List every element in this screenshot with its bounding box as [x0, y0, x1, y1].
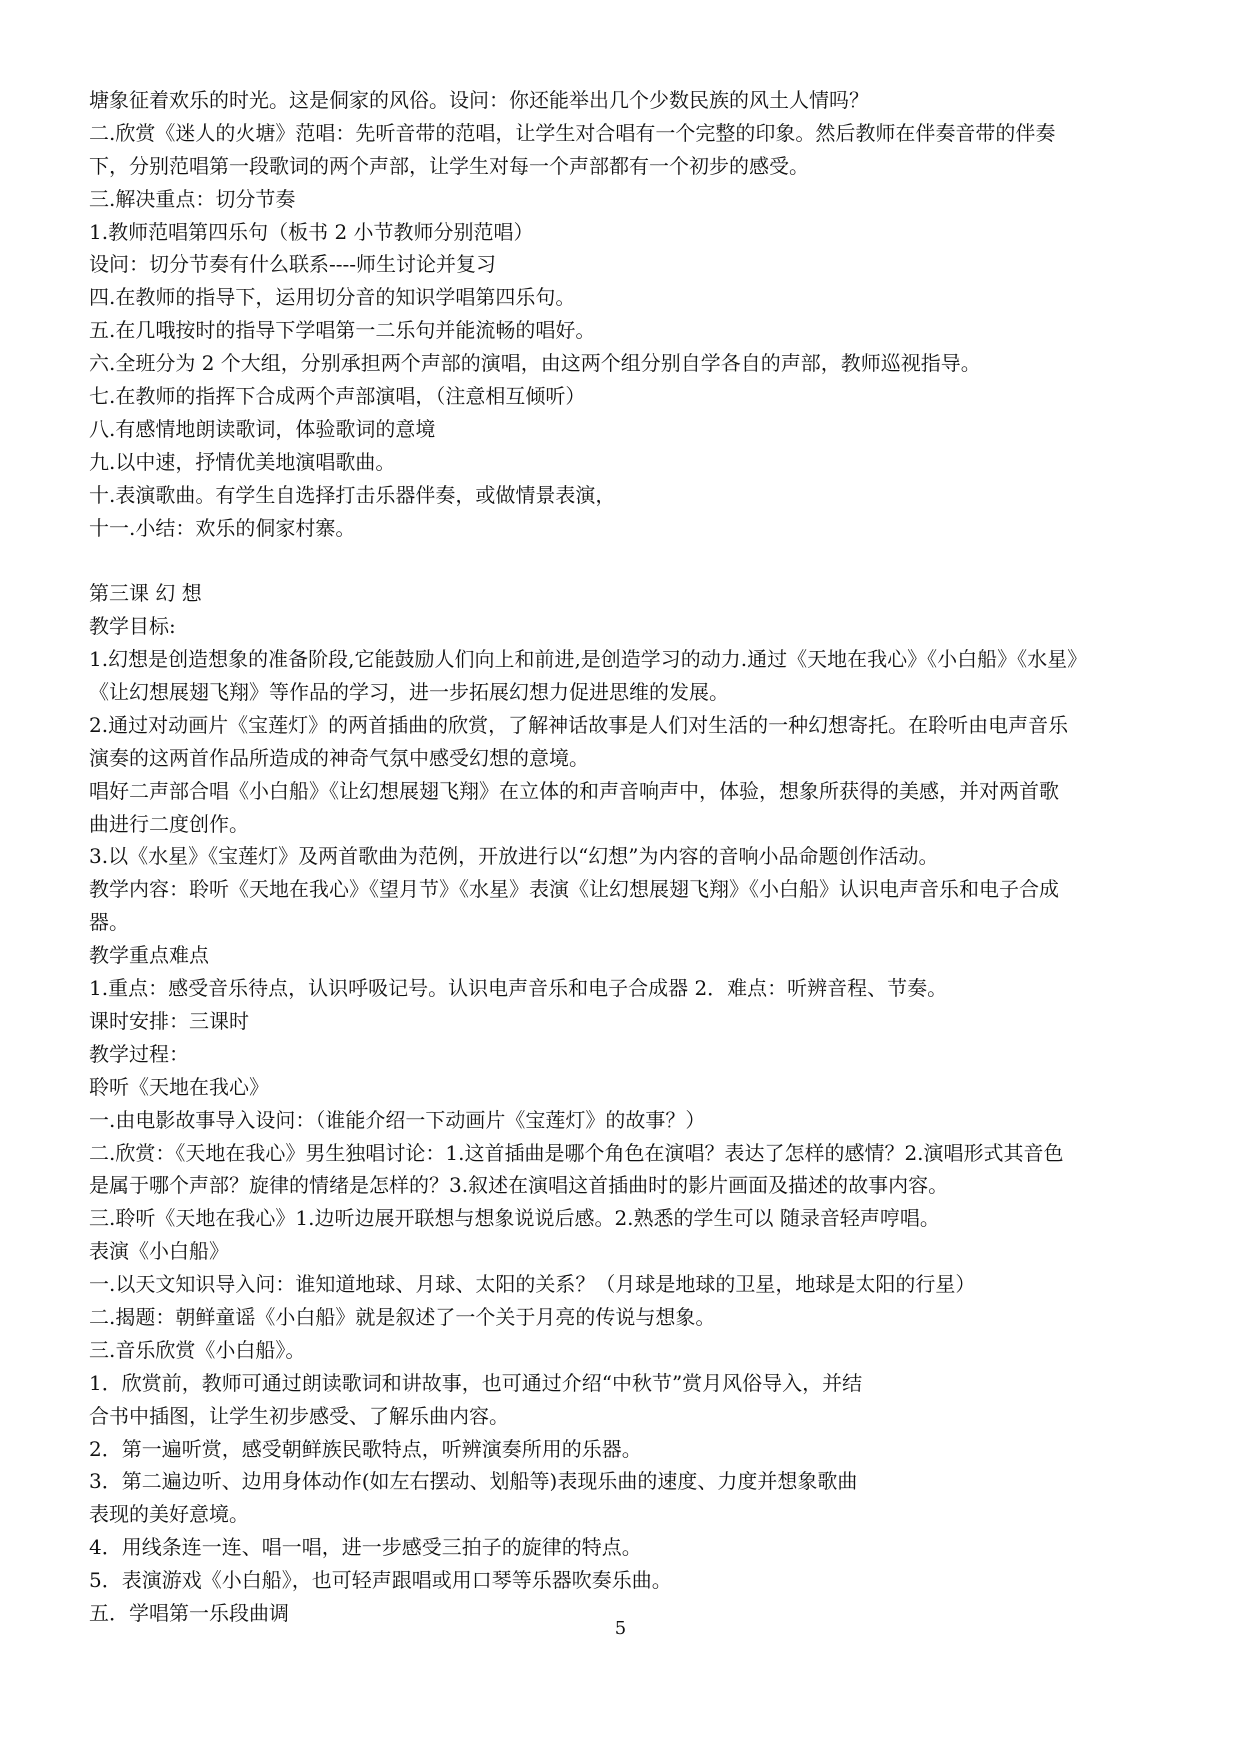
text-line: 设问：切分节奏有什么联系----师生讨论并复习 — [89, 252, 497, 277]
section-heading: 三.解决重点：切分节奏 — [89, 186, 296, 211]
text-line: 六.全班分为 2 个大组，分别承担两个声部的演唱，由这两个组分别自学各自的声部，教师巡视指导。 — [89, 351, 981, 376]
text-line: 器。 — [89, 910, 129, 935]
text-line: 《让幻想展翅飞翔》等作品的学习，进一步拓展幻想力促进思维的发展。 — [89, 680, 729, 705]
text-line: 是属于哪个声部？旋律的情绪是怎样的？3.叙述在演唱这首插曲时的影片画面及描述的故事内容。 — [89, 1173, 949, 1198]
section-heading: 教学目标: — [89, 614, 176, 639]
text-line: 合书中插图，让学生初步感受、了解乐曲内容。 — [89, 1403, 509, 1428]
text-line: 5．表演游戏《小白船》，也可轻声跟唱或用口琴等乐器吹奏乐曲。 — [89, 1568, 672, 1593]
text-line: 唱好二声部合唱《小白船》《让幻想展翅飞翔》在立体的和声音响声中，体验，想象所获得的美感，并对两首歌 — [89, 778, 1059, 803]
text-line: 八.有感情地朗读歌词，体验歌词的意境 — [89, 416, 436, 441]
text-line: 下，分别范唱第一段歌词的两个声部，让学生对每一个声部都有一个初步的感受。 — [89, 153, 809, 178]
text-line: 曲进行二度创作。 — [89, 811, 249, 836]
text-line: 教学内容：聆听《天地在我心》《望月节》《水星》表演《让幻想展翅飞翔》《小白船》认识电声音乐和电子合成 — [89, 877, 1059, 902]
blank-line — [89, 544, 1169, 577]
text-line: 2.通过对动画片《宝莲灯》的两首插曲的欣赏，了解神话故事是人们对生活的一种幻想寄托。在聆听由电声音乐 — [89, 712, 1069, 737]
text-line: 一.以天文知识导入问：谁知道地球、月球、太阳的关系？（月球是地球的卫星，地球是太阳的行星） — [89, 1272, 976, 1297]
text-line: 2．第一遍听赏，感受朝鲜族民歌特点，听辨演奏所用的乐器。 — [89, 1436, 642, 1461]
text-line: 演奏的这两首作品所造成的神奇气氛中感受幻想的意境。 — [89, 745, 589, 770]
lesson-title: 第三课 幻 想 — [89, 581, 202, 606]
text-line: 十一.小结：欢乐的侗家村寨。 — [89, 515, 356, 540]
text-line: 十.表演歌曲。有学生自选择打击乐器伴奏，或做情景表演， — [89, 482, 616, 507]
text-line: 二.揭题：朝鲜童谣《小白船》就是叙述了一个关于月亮的传说与想象。 — [89, 1304, 716, 1329]
text-line: 1.教师范唱第四乐句（板书 2 小节教师分别范唱） — [89, 219, 534, 244]
text-line: 五.在几哦按时的指导下学唱第一二乐句并能流畅的唱好。 — [89, 318, 596, 343]
section-heading: 教学过程： — [89, 1041, 189, 1066]
text-line: 四.在教师的指导下，运用切分音的知识学唱第四乐句。 — [89, 285, 576, 310]
text-line: 塘象征着欢乐的时光。这是侗家的风俗。设问：你还能举出几个少数民族的风土人情吗？ — [89, 88, 869, 112]
subsection-heading: 表演《小白船》 — [89, 1239, 229, 1264]
subsection-heading: 聆听《天地在我心》 — [89, 1074, 269, 1099]
document-body — [89, 84, 1169, 1630]
text-line: 一.由电影故事导入设问：（谁能介绍一下动画片《宝莲灯》的故事？） — [89, 1107, 706, 1132]
page-number: 5 — [614, 1618, 627, 1639]
text-line: 3．第二遍边听、边用身体动作(如左右摆动、划船等)表现乐曲的速度、力度并想象歌曲 — [89, 1469, 858, 1494]
text-line: 课时安排：三课时 — [89, 1008, 249, 1033]
text-line: 三.聆听《天地在我心》1.边听边展开联想与想象说说后感。2.熟悉的学生可以 随录音轻声哼唱。 — [89, 1206, 940, 1231]
section-heading: 教学重点难点 — [89, 943, 209, 968]
text-line: 三.音乐欣赏《小白船》。 — [89, 1337, 306, 1362]
text-line: 1.重点：感受音乐待点，认识呼吸记号。认识电声音乐和电子合成器 2．难点：听辨音程、节奏。 — [89, 976, 948, 1001]
text-line: 五．学唱第一乐段曲调 — [89, 1600, 289, 1625]
text-line: 七.在教师的指挥下合成两个声部演唱，（注意相互倾听） — [89, 384, 586, 409]
text-line: 九.以中速，抒情优美地演唱歌曲。 — [89, 449, 396, 474]
text-line: 表现的美好意境。 — [89, 1502, 249, 1527]
text-line: 1．欣赏前，教师可通过朗读歌词和讲故事，也可通过介绍“中秋节”赏月风俗导入，并结 — [89, 1370, 863, 1395]
text-line: 1.幻想是创造想象的准备阶段,它能鼓励人们向上和前进,是创造学习的动力.通过《天地在我心》《小白船》《水星》 — [89, 647, 1088, 672]
text-line: 二.欣赏《迷人的火塘》范唱：先听音带的范唱，让学生对合唱有一个完整的印象。然后教师在伴奏音带的伴奏 — [89, 120, 1056, 145]
text-line: 3.以《水星》《宝莲灯》及两首歌曲为范例，开放进行以“幻想”为内容的音响小品命题创作活动。 — [89, 844, 939, 869]
text-line: 4．用线条连一连、唱一唱，进一步感受三拍子的旋律的特点。 — [89, 1535, 642, 1560]
text-line: 二.欣赏：《天地在我心》男生独唱讨论：1.这首插曲是哪个角色在演唱？表达了怎样的感情？2.演唱形式其音色 — [89, 1140, 1064, 1165]
